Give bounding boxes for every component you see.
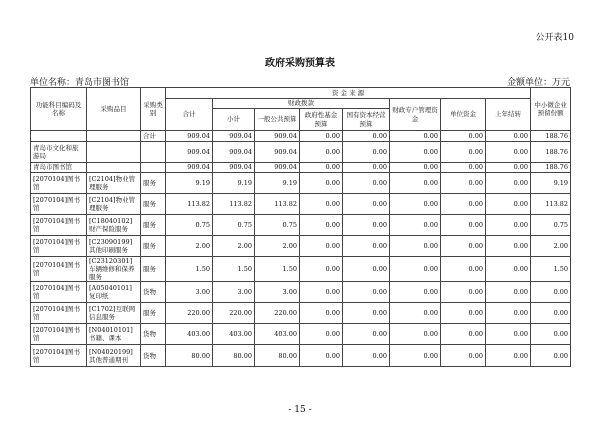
table-row: [31, 163, 571, 173]
table-row: [31, 215, 571, 236]
total-cell: 1.50: [166, 257, 213, 282]
special-fund-cell: 0.00: [390, 257, 441, 282]
table-row: [31, 282, 571, 303]
carryover-cell: 0.00: [486, 142, 531, 163]
unit-fund-cell: 0.00: [441, 236, 486, 257]
page-title: 政府采购预算表: [265, 58, 335, 69]
gov-fund-cell: 0.00: [300, 131, 343, 142]
category-cell: 服务: [141, 215, 166, 236]
item-cell: [87, 142, 141, 163]
subtotal-cell: 80.00: [213, 345, 255, 367]
sme-cell: 0.75: [531, 215, 571, 236]
special-fund-cell: 0.00: [390, 142, 441, 163]
unit-fund-cell: 0.00: [441, 324, 486, 345]
sme-cell: 0.00: [531, 345, 571, 367]
unit-fund-cell: 0.00: [441, 163, 486, 173]
total-cell: 113.82: [166, 194, 213, 215]
item-cell: [C18040102]财产保险服务: [87, 215, 141, 236]
sme-cell: 113.82: [531, 194, 571, 215]
carryover-cell: 0.00: [486, 194, 531, 215]
category-cell: 货物: [141, 345, 166, 367]
category-cell: 货物: [141, 282, 166, 303]
category-cell: 服务: [141, 173, 166, 194]
header-item: 采购品目: [87, 88, 141, 131]
item-cell: [C23120301]车辆维修和保养服务: [87, 257, 141, 282]
subtotal-cell: 909.04: [213, 142, 255, 163]
subtotal-cell: 909.04: [213, 131, 255, 142]
unit-fund-cell: 0.00: [441, 257, 486, 282]
subtotal-cell: 220.00: [213, 303, 255, 324]
total-cell: 909.04: [166, 142, 213, 163]
subtotal-cell: 2.00: [213, 236, 255, 257]
item-cell: [C1702]互联网信息服务: [87, 303, 141, 324]
total-cell: 3.00: [166, 282, 213, 303]
item-cell: [87, 131, 141, 142]
subtotal-cell: 0.75: [213, 215, 255, 236]
unit-fund-cell: 0.00: [441, 194, 486, 215]
unit-fund-cell: 0.00: [441, 142, 486, 163]
special-fund-cell: 0.00: [390, 282, 441, 303]
sme-cell: 0.00: [531, 324, 571, 345]
table-row: [31, 194, 571, 215]
header-unit-fund: 单位资金: [441, 99, 486, 131]
header-subtotal: 小计: [213, 109, 255, 131]
state-capital-cell: 0.00: [343, 194, 390, 215]
carryover-cell: 0.00: [486, 257, 531, 282]
unit-fund-cell: 0.00: [441, 131, 486, 142]
category-cell: 合计: [141, 131, 166, 142]
gov-fund-cell: 0.00: [300, 173, 343, 194]
category-cell: 服务: [141, 303, 166, 324]
func-code-cell: [2070104]图书馆: [31, 257, 87, 282]
state-capital-cell: 0.00: [343, 142, 390, 163]
general-budget-cell: 2.00: [255, 236, 300, 257]
general-budget-cell: 909.04: [255, 142, 300, 163]
unit-fund-cell: 0.00: [441, 345, 486, 367]
item-cell: [A05040101]复印纸: [87, 282, 141, 303]
general-budget-cell: 0.75: [255, 215, 300, 236]
general-budget-cell: 909.04: [255, 131, 300, 142]
carryover-cell: 0.00: [486, 282, 531, 303]
sme-cell: 9.19: [531, 173, 571, 194]
sme-cell: 1.50: [531, 257, 571, 282]
category-cell: 货物: [141, 324, 166, 345]
header-total: 合计: [166, 99, 213, 131]
gov-fund-cell: 0.00: [300, 303, 343, 324]
general-budget-cell: 1.50: [255, 257, 300, 282]
table-row: [31, 236, 571, 257]
general-budget-cell: 80.00: [255, 345, 300, 367]
func-code-cell: [2070104]图书馆: [31, 282, 87, 303]
func-code-cell: [2070104]图书馆: [31, 345, 87, 367]
carryover-cell: 0.00: [486, 173, 531, 194]
item-cell: [N04020199]其他普通期刊: [87, 345, 141, 367]
carryover-cell: 0.00: [486, 163, 531, 173]
table-row: [31, 257, 571, 282]
subtotal-cell: 9.19: [213, 173, 255, 194]
state-capital-cell: 0.00: [343, 345, 390, 367]
special-fund-cell: 0.00: [390, 236, 441, 257]
category-cell: 服务: [141, 257, 166, 282]
func-code-cell: [2070104]图书馆: [31, 236, 87, 257]
special-fund-cell: 0.00: [390, 131, 441, 142]
carryover-cell: 0.00: [486, 345, 531, 367]
table-code-label: 公开表10: [535, 33, 574, 43]
header-fiscal: 财政拨款: [213, 99, 390, 109]
state-capital-cell: 0.00: [343, 236, 390, 257]
general-budget-cell: 403.00: [255, 324, 300, 345]
gov-fund-cell: 0.00: [300, 215, 343, 236]
state-capital-cell: 0.00: [343, 282, 390, 303]
gov-fund-cell: 0.00: [300, 345, 343, 367]
state-capital-cell: 0.00: [343, 163, 390, 173]
item-cell: [87, 163, 141, 173]
table-row: [31, 303, 571, 324]
special-fund-cell: 0.00: [390, 163, 441, 173]
item-cell: [C23090199]其他印刷服务: [87, 236, 141, 257]
total-cell: 909.04: [166, 131, 213, 142]
header-state-capital: 国有资本经营预算: [343, 109, 390, 131]
subtotal-cell: 909.04: [213, 163, 255, 173]
table-row: [31, 131, 571, 142]
item-cell: [N04010101]书籍、课本: [87, 324, 141, 345]
carryover-cell: 0.00: [486, 131, 531, 142]
header-func-code: 功能科目编码及名称: [31, 88, 87, 131]
state-capital-cell: 0.00: [343, 215, 390, 236]
sme-cell: 188.76: [531, 163, 571, 173]
table-row: [31, 324, 571, 345]
carryover-cell: 0.00: [486, 215, 531, 236]
total-cell: 2.00: [166, 236, 213, 257]
unit-fund-cell: 0.00: [441, 303, 486, 324]
total-cell: 909.04: [166, 163, 213, 173]
header-carryover: 上年结转: [486, 99, 531, 131]
unit-fund-cell: 0.00: [441, 282, 486, 303]
state-capital-cell: 0.00: [343, 303, 390, 324]
subtotal-cell: 113.82: [213, 194, 255, 215]
header-gov-fund: 政府性基金预算: [300, 109, 343, 131]
subtotal-cell: 3.00: [213, 282, 255, 303]
func-code-cell: [2070104]图书馆: [31, 324, 87, 345]
carryover-cell: 0.00: [486, 303, 531, 324]
item-cell: [C2104]物业管理服务: [87, 194, 141, 215]
gov-fund-cell: 0.00: [300, 324, 343, 345]
func-code-cell: [31, 131, 87, 142]
carryover-cell: 0.00: [486, 236, 531, 257]
sme-cell: 0.00: [531, 282, 571, 303]
amount-unit: 金额单位：万元: [506, 78, 570, 88]
special-fund-cell: 0.00: [390, 215, 441, 236]
table-body: [31, 131, 571, 367]
carryover-cell: 0.00: [486, 324, 531, 345]
state-capital-cell: 0.00: [343, 257, 390, 282]
func-code-cell: [2070104]图书馆: [31, 215, 87, 236]
category-cell: 服务: [141, 194, 166, 215]
total-cell: 9.19: [166, 173, 213, 194]
general-budget-cell: 9.19: [255, 173, 300, 194]
header-general-budget: 一般公共预算: [255, 109, 300, 131]
procurement-budget-table: [30, 87, 571, 367]
page-number: - 15 -: [288, 405, 312, 415]
table-row: [31, 142, 571, 163]
header-sme: 中小微企业预留份额: [531, 88, 571, 131]
gov-fund-cell: 0.00: [300, 163, 343, 173]
general-budget-cell: 220.00: [255, 303, 300, 324]
total-cell: 80.00: [166, 345, 213, 367]
item-cell: [C2104]物业管理服务: [87, 173, 141, 194]
subtotal-cell: 1.50: [213, 257, 255, 282]
func-code-cell: 青岛市图书馆: [31, 163, 87, 173]
gov-fund-cell: 0.00: [300, 236, 343, 257]
gov-fund-cell: 0.00: [300, 194, 343, 215]
sme-cell: 0.00: [531, 303, 571, 324]
state-capital-cell: 0.00: [343, 131, 390, 142]
sme-cell: 2.00: [531, 236, 571, 257]
state-capital-cell: 0.00: [343, 173, 390, 194]
sme-cell: 188.76: [531, 142, 571, 163]
gov-fund-cell: 0.00: [300, 282, 343, 303]
unit-name: 单位名称：青岛市图书馆: [30, 78, 130, 88]
category-cell: 服务: [141, 236, 166, 257]
header-category: 采购类别: [141, 88, 166, 131]
func-code-cell: [2070104]图书馆: [31, 173, 87, 194]
total-cell: 0.75: [166, 215, 213, 236]
gov-fund-cell: 0.00: [300, 257, 343, 282]
gov-fund-cell: 0.00: [300, 142, 343, 163]
total-cell: 220.00: [166, 303, 213, 324]
total-cell: 403.00: [166, 324, 213, 345]
table-row: [31, 345, 571, 367]
general-budget-cell: 3.00: [255, 282, 300, 303]
general-budget-cell: 909.04: [255, 163, 300, 173]
category-cell: [141, 163, 166, 173]
func-code-cell: 青岛市文化和旅游局: [31, 142, 87, 163]
func-code-cell: [2070104]图书馆: [31, 194, 87, 215]
category-cell: [141, 142, 166, 163]
table-row: [31, 173, 571, 194]
sme-cell: 188.76: [531, 131, 571, 142]
special-fund-cell: 0.00: [390, 324, 441, 345]
state-capital-cell: 0.00: [343, 324, 390, 345]
unit-fund-cell: 0.00: [441, 215, 486, 236]
general-budget-cell: 113.82: [255, 194, 300, 215]
special-fund-cell: 0.00: [390, 345, 441, 367]
header-special-fund: 财政专户管理资金: [390, 99, 441, 131]
special-fund-cell: 0.00: [390, 194, 441, 215]
special-fund-cell: 0.00: [390, 173, 441, 194]
header-fund-source: 资 金 来 源: [166, 88, 531, 99]
unit-fund-cell: 0.00: [441, 173, 486, 194]
func-code-cell: [2070104]图书馆: [31, 303, 87, 324]
special-fund-cell: 0.00: [390, 303, 441, 324]
subtotal-cell: 403.00: [213, 324, 255, 345]
